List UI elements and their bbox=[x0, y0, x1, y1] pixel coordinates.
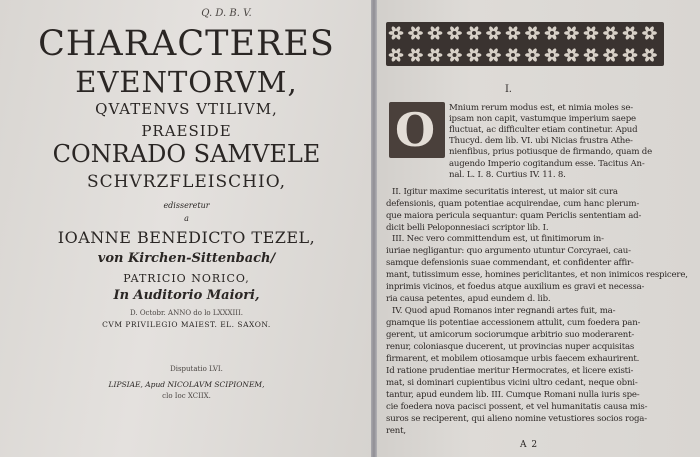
text-line: dicit belli Peloponnesiaci scriptor lib. I. bbox=[386, 222, 549, 233]
ornament-flower bbox=[564, 26, 579, 41]
text-line: defensionis, quam potentiae acquirendae, cum hanc plerum- bbox=[386, 198, 640, 209]
ornament-flower bbox=[525, 48, 540, 63]
ornament-flower bbox=[389, 48, 404, 63]
edisseretur: edisseretur bbox=[163, 201, 210, 210]
ornament-flower bbox=[467, 26, 482, 41]
ornament-flower bbox=[545, 26, 560, 41]
text-line: ria causa petentes, apud eundem d. lib. bbox=[386, 294, 551, 305]
text-line: IV. Quod apud Romanos inter regnandi artes fuit, ma- bbox=[392, 306, 616, 317]
text-line: Thucyd. dem lib. VI. ubi Nicias frustra Athe- bbox=[449, 136, 633, 147]
ornament-flower bbox=[642, 26, 657, 41]
drop-cap-letter: O bbox=[395, 103, 436, 157]
ornament-flower bbox=[545, 48, 560, 63]
text-line: cie foedera nova pacisci possent, et vel humanitatis causa mis- bbox=[386, 401, 648, 412]
ornament-flower bbox=[389, 26, 404, 41]
respondent-origin: von Kirchen-Sittenbach/ bbox=[97, 251, 276, 266]
ornament-flower bbox=[642, 48, 657, 63]
ornament-flower bbox=[584, 48, 599, 63]
section-number: I. bbox=[505, 84, 512, 95]
text-line: nal. L. I. 8. Curtius IV. 11. 8. bbox=[449, 169, 566, 180]
praeside: PRAESIDE bbox=[141, 122, 232, 140]
ornament-flower bbox=[506, 48, 521, 63]
ornament-flower bbox=[564, 48, 579, 63]
text-line: samque defensionis suae commendant, et confidenter affir- bbox=[386, 258, 634, 269]
ornament-flower bbox=[486, 26, 501, 41]
text-line: firmarent, et mobilem otiosamque urbis faecem exhaurirent. bbox=[386, 353, 640, 364]
ornament-flower bbox=[623, 26, 638, 41]
text-line: renur, coloniasque ducerent, ut provincias nuper acquisitas bbox=[386, 342, 635, 352]
decorated-initial bbox=[389, 102, 445, 158]
top-note: Q. D. B. V. bbox=[201, 8, 252, 19]
praeses-name: CONRADO SAMVELE bbox=[52, 140, 321, 168]
text-line: Id ratione prudentiae meritur Hermocrates, et licere existi- bbox=[386, 365, 634, 376]
title-line-3: QVATENVS VTILIVM, bbox=[95, 100, 278, 118]
text-line: ipsam non capit, vastumque imperium saepe bbox=[449, 114, 636, 125]
title-line-1: CHARACTERES bbox=[38, 24, 335, 64]
ornament-flower bbox=[623, 48, 638, 63]
imprint: LIPSIAE, Apud NICOLAVM SCIPIONEM, bbox=[108, 380, 265, 389]
date-line: D. Octobr. ANNO do lo LXXXIII. bbox=[130, 309, 243, 317]
signature-mark: A 2 bbox=[520, 440, 539, 450]
ornament-flower bbox=[408, 48, 423, 63]
ornament-flower bbox=[525, 26, 540, 41]
text-line: nienfibus, prius potiusque de firmando, quam de bbox=[449, 147, 652, 158]
text-line: que maiora pericula sequantur: quam Periclis sententiam ad- bbox=[386, 210, 642, 221]
text-line: rent, bbox=[386, 425, 406, 436]
ornament-flower bbox=[447, 26, 462, 41]
imprint-year: clo Ioc XCIIX. bbox=[162, 392, 211, 400]
ornament-flower bbox=[486, 48, 501, 63]
text-line: mat, si dominari cupientibus vicini ultro cedant, neque obni- bbox=[386, 377, 638, 388]
patricio-norico: PATRICIO NORICO, bbox=[123, 272, 250, 285]
text-line: tantur, apud eundem lib. III. Cumque Romani nulla iuris spe- bbox=[386, 389, 640, 400]
ornament-flower bbox=[603, 48, 618, 63]
ornament-flower bbox=[584, 26, 599, 41]
ornament-flower bbox=[428, 48, 443, 63]
text-line: augendo Imperio cogitandum esse. Tacitus An- bbox=[449, 158, 645, 169]
text-line: II. Igitur maxime securitatis interest, ut maior sit cura bbox=[392, 186, 618, 197]
ornament-flower bbox=[467, 48, 482, 63]
title-line-2: EVENTORVM, bbox=[75, 65, 298, 99]
text-line: inprimis vicinos, et foedus atque auxilium es gravi et necessa- bbox=[386, 282, 645, 293]
ornament-flower bbox=[447, 48, 462, 63]
ornament-flower bbox=[603, 26, 618, 41]
text-line: fluctuat, ac difficulter etiam continetur. Apud bbox=[449, 125, 638, 136]
ornament-flower bbox=[506, 26, 521, 41]
text-line: iuriae negligantur: quo argumento utuntur Corcyraei, cau- bbox=[386, 246, 631, 257]
ornament-flower bbox=[428, 26, 443, 41]
ornamental-headband bbox=[386, 22, 664, 66]
text-line: III. Nec vero committendum est, ut finitimorum in- bbox=[392, 234, 604, 245]
a-label: a bbox=[184, 214, 189, 223]
text-line: mant, tutissimum esse, homines periclitantes, et non inimicos respicere, bbox=[386, 270, 688, 281]
text-line: gnamque iis potentiae accessionem attulit, cum foedera pan- bbox=[386, 318, 641, 329]
ornament-flower bbox=[408, 26, 423, 41]
text-line: Mnium rerum modus est, et nimia moles se- bbox=[449, 103, 633, 113]
disputatio-number: Disputatio LVI. bbox=[170, 365, 223, 373]
text-line: suros se reciperent, qui alieno nomine vetustiores socios roga- bbox=[386, 413, 647, 424]
privilegio: CVM PRIVILEGIO MAIEST. EL. SAXON. bbox=[102, 320, 271, 329]
praeses-surname: SCHVRZFLEISCHIO, bbox=[86, 172, 287, 192]
text-line: gerent, ut amicorum sociorumque arbitrio suo moderarent- bbox=[386, 330, 635, 341]
auditorio: In Auditorio Maiori, bbox=[113, 288, 260, 303]
respondent-name: IOANNE BENEDICTO TEZEL, bbox=[57, 228, 316, 247]
